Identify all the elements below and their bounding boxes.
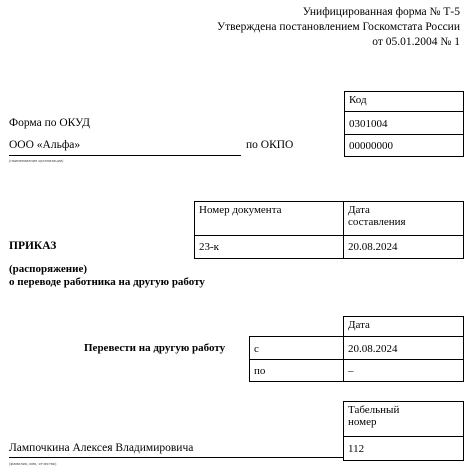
okpo-value-cell (344, 134, 464, 157)
organization-underline (9, 155, 241, 156)
transfer-to-value: – (348, 365, 354, 377)
form-approval-label: Утверждена постановлением Госкомстата России (216, 21, 460, 33)
transfer-from-label: с (254, 343, 259, 355)
form-approval-date: от 05.01.2004 № 1 (372, 36, 460, 48)
transfer-to-label: по (254, 365, 266, 377)
document-subtitle: (распоряжение) (9, 263, 88, 275)
transfer-date-header: Дата (348, 319, 370, 331)
tab-number-header-cell (343, 401, 464, 437)
employee-name-underline (9, 457, 343, 458)
okud-label: Форма по ОКУД (9, 117, 90, 129)
okpo-label: по ОКПО (246, 139, 294, 151)
transfer-from-label-cell (249, 336, 344, 360)
tab-number-cell (343, 436, 464, 461)
transfer-to-value-cell (343, 359, 464, 382)
okud-value: 0301004 (349, 118, 388, 130)
transfer-action-label: Перевести на другую работу (84, 342, 226, 354)
doc-date-header-line1: Дата (348, 204, 370, 216)
form-unified-label: Унифицированная форма № Т-5 (302, 6, 460, 18)
doc-number-cell (194, 235, 344, 259)
doc-date-value: 20.08.2024 (348, 241, 398, 253)
doc-date-header-cell (343, 201, 464, 236)
doc-date-cell (343, 235, 464, 259)
transfer-from-value: 20.08.2024 (348, 343, 398, 355)
tab-number-header-line2: номер (348, 416, 377, 428)
doc-number-header: Номер документа (199, 204, 282, 216)
doc-number-value: 23-к (199, 241, 220, 253)
document-subject: о переводе работника на другую работу (9, 276, 205, 288)
okpo-value: 00000000 (349, 140, 393, 152)
transfer-date-header-cell (343, 316, 464, 337)
code-header-cell (344, 91, 464, 112)
doc-date-header-line2: составления (348, 216, 406, 228)
tab-number-value: 112 (348, 443, 365, 455)
doc-number-header-cell (194, 201, 344, 236)
document-title: ПРИКАЗ (9, 240, 57, 252)
okud-value-cell (344, 112, 464, 135)
organization-name: ООО «Альфа» (9, 139, 81, 151)
transfer-from-value-cell (343, 336, 464, 360)
employee-name-caption: (фамилия, имя, отчество) (9, 462, 57, 466)
employee-name: Лампочкина Алексея Владимировича (9, 442, 194, 454)
organization-caption: (наименование организации) (9, 159, 64, 163)
transfer-to-label-cell (249, 359, 344, 382)
tab-number-header-line1: Табельный (348, 404, 400, 416)
code-header: Код (349, 94, 367, 106)
